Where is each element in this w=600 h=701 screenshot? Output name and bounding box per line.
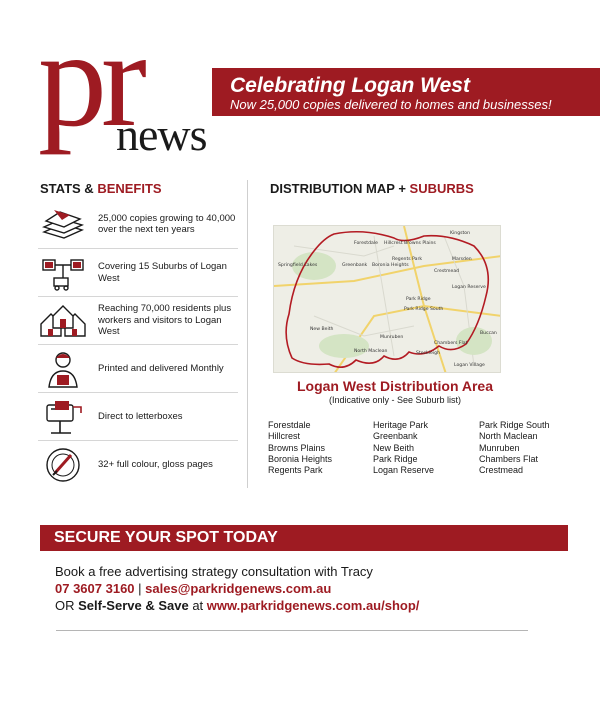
map-label: Stockleigh xyxy=(416,351,440,356)
map-label: Buccan xyxy=(480,331,497,336)
cta-contact-line xyxy=(55,581,331,596)
logo-pr-text: pr xyxy=(38,2,141,155)
map-label: Hillcrest Browns Plains xyxy=(384,241,436,246)
cta-selfserve-line xyxy=(55,598,419,613)
map-note: (Indicative only - See Suburb list) xyxy=(328,395,462,405)
map-label: Park Ridge South xyxy=(404,307,444,312)
stats-heading-b: BENEFITS xyxy=(97,181,162,196)
map-label: Park Ridge xyxy=(406,297,431,302)
stat-item xyxy=(38,392,238,440)
suburb-item: Munruben xyxy=(479,442,520,453)
selfserve-prefix: OR xyxy=(55,598,79,613)
map-label: Crestmead xyxy=(434,269,460,274)
bottom-divider xyxy=(56,630,528,631)
suburb-item: New Beith xyxy=(373,442,415,453)
pr-news-logo xyxy=(38,2,218,160)
stat-text: Covering 15 Suburbs of Logan West xyxy=(98,261,227,284)
delivery-network-icon xyxy=(38,253,88,293)
suburb-item: Chambers Flat xyxy=(479,453,539,464)
map-label: Forestdale xyxy=(354,241,378,246)
delivery-person-icon xyxy=(38,349,88,389)
houses-icon xyxy=(38,301,88,341)
suburb-item: Forestdale xyxy=(268,420,311,430)
suburb-item: Park Ridge South xyxy=(479,420,550,430)
selfserve-mid: at xyxy=(188,598,207,613)
distribution-heading-a: DISTRIBUTION MAP + xyxy=(270,181,406,196)
stats-heading xyxy=(40,181,162,196)
suburb-item: North Maclean xyxy=(479,431,538,442)
map-label: Greenbank xyxy=(342,263,368,268)
map-label: North Maclean xyxy=(354,349,388,354)
suburb-item: Greenbank xyxy=(373,431,418,442)
suburb-item: Browns Plains xyxy=(268,442,326,453)
map-title: Logan West Distribution Area xyxy=(296,378,493,394)
map-label: Kingston xyxy=(450,231,471,236)
selfserve-label: Self-Serve & Save xyxy=(78,598,189,613)
newspaper-stack-icon xyxy=(38,204,88,244)
stat-item xyxy=(38,200,238,248)
map-label: Logan Reserve xyxy=(452,285,486,290)
shop-url-link[interactable]: www.parkridgenews.com.au/shop/ xyxy=(206,598,420,613)
cta-consultation-text: Book a free advertising strategy consultation with Tracy xyxy=(55,564,373,579)
map-label: Marsden xyxy=(452,257,472,262)
map-label: Chambers Flat xyxy=(434,341,468,346)
colour-palette-icon xyxy=(38,445,88,485)
suburb-item: Park Ridge xyxy=(373,453,418,464)
suburb-item: Heritage Park xyxy=(373,420,429,430)
letterbox-icon xyxy=(38,397,88,437)
suburb-item: Regents Park xyxy=(268,465,323,476)
map-label: Regents Park xyxy=(392,257,423,262)
stat-item xyxy=(38,440,238,488)
map-label: Springfield Lakes xyxy=(278,263,318,268)
cta-banner: SECURE YOUR SPOT TODAY xyxy=(40,525,568,551)
stat-text: Printed and delivered Monthly xyxy=(98,362,224,374)
stats-heading-a: STATS & xyxy=(40,181,94,196)
stat-text: Reaching 70,000 residents plus workers and visitors to Logan West xyxy=(98,303,232,338)
contact-separator: | xyxy=(138,581,142,596)
stat-item xyxy=(38,296,238,344)
stat-item xyxy=(38,344,238,392)
suburb-column xyxy=(268,420,332,476)
map-label: Logan Village xyxy=(454,363,485,368)
stat-text: 32+ full colour, gloss pages xyxy=(98,458,213,470)
suburb-item: Logan Reserve xyxy=(373,465,435,476)
stats-list xyxy=(38,200,238,488)
suburb-column xyxy=(479,420,550,476)
stat-text: 25,000 copies growing to 40,000 over the next ten years xyxy=(98,212,236,235)
banner-subtitle: Now 25,000 copies delivered to homes and businesses! xyxy=(230,97,552,112)
header-banner xyxy=(212,68,600,116)
suburb-item: Hillcrest xyxy=(268,431,301,442)
stat-item xyxy=(38,248,238,296)
distribution-heading xyxy=(270,181,474,196)
banner-title: Celebrating Logan West xyxy=(230,74,470,97)
map-label: New Beith xyxy=(310,327,334,332)
stat-text: Direct to letterboxes xyxy=(98,410,183,422)
phone-link[interactable]: 07 3607 3160 xyxy=(55,581,135,596)
distribution-map xyxy=(273,225,501,373)
map-label: Boronia Heights xyxy=(372,263,409,268)
logo-news-text: news xyxy=(116,109,207,160)
map-label: Munruben xyxy=(380,335,404,340)
suburb-column xyxy=(373,420,434,476)
distribution-heading-b: SUBURBS xyxy=(409,181,474,196)
suburb-item: Boronia Heights xyxy=(268,453,333,464)
suburb-item: Crestmead xyxy=(479,465,524,476)
column-divider xyxy=(247,180,248,488)
email-link[interactable]: sales@parkridgenews.com.au xyxy=(145,581,332,596)
